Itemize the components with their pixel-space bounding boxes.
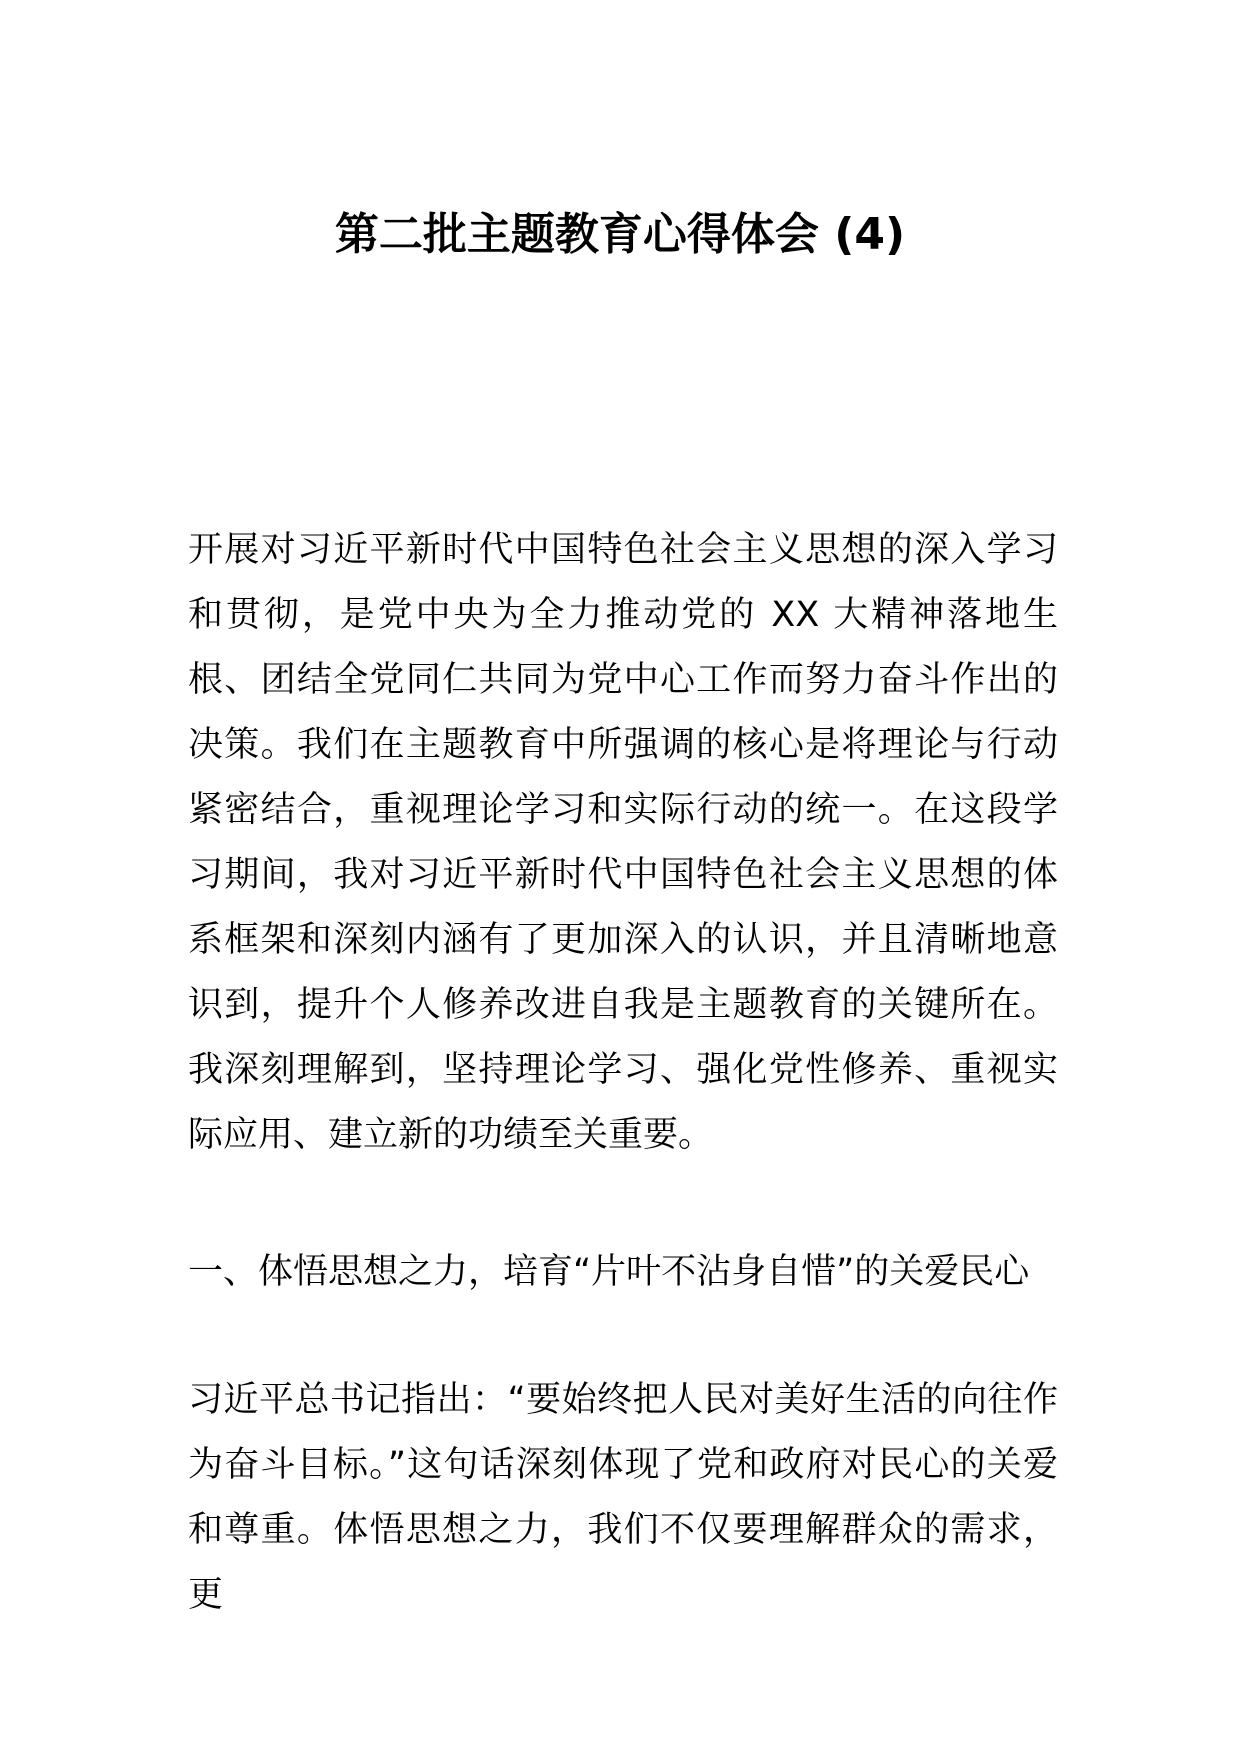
document-title: 第二批主题教育心得体会 (4) <box>334 209 906 260</box>
section-heading-1: 一、体悟思想之力，培育“片叶不沾身自惜”的关爱民心 <box>188 1252 1030 1292</box>
intro-paragraph: 开展对习近平新时代中国特色社会主义思想的深入学习和贯彻，是党中央为全力推动党的 XX 大精神落地生根、团结全党同仁共同为党中心工作而努力奋斗作出的决策。我们在主题教育中所强调的核心是将理论与行动紧密结合，重视理论学习和实际行动的统一。在这段学习期间，我对习近平新时代中国特色社会主义思想的体系框架和深刻内涵有了更加深入的认识，并且清晰地意识到，提升个人修养改进自我是主题教育的关键所在。我深刻理解到，坚持理论学习、强化党性修养、重视实际应用、建立新的功绩至关重要。 <box>188 530 1058 1155</box>
section-1-paragraph: 习近平总书记指出：“要始终把人民对美好生活的向往作为奋斗目标。”这句话深刻体现了党和政府对民心的关爱和尊重。体悟思想之力，我们不仅要理解群众的需求，更 <box>188 1380 1058 1615</box>
